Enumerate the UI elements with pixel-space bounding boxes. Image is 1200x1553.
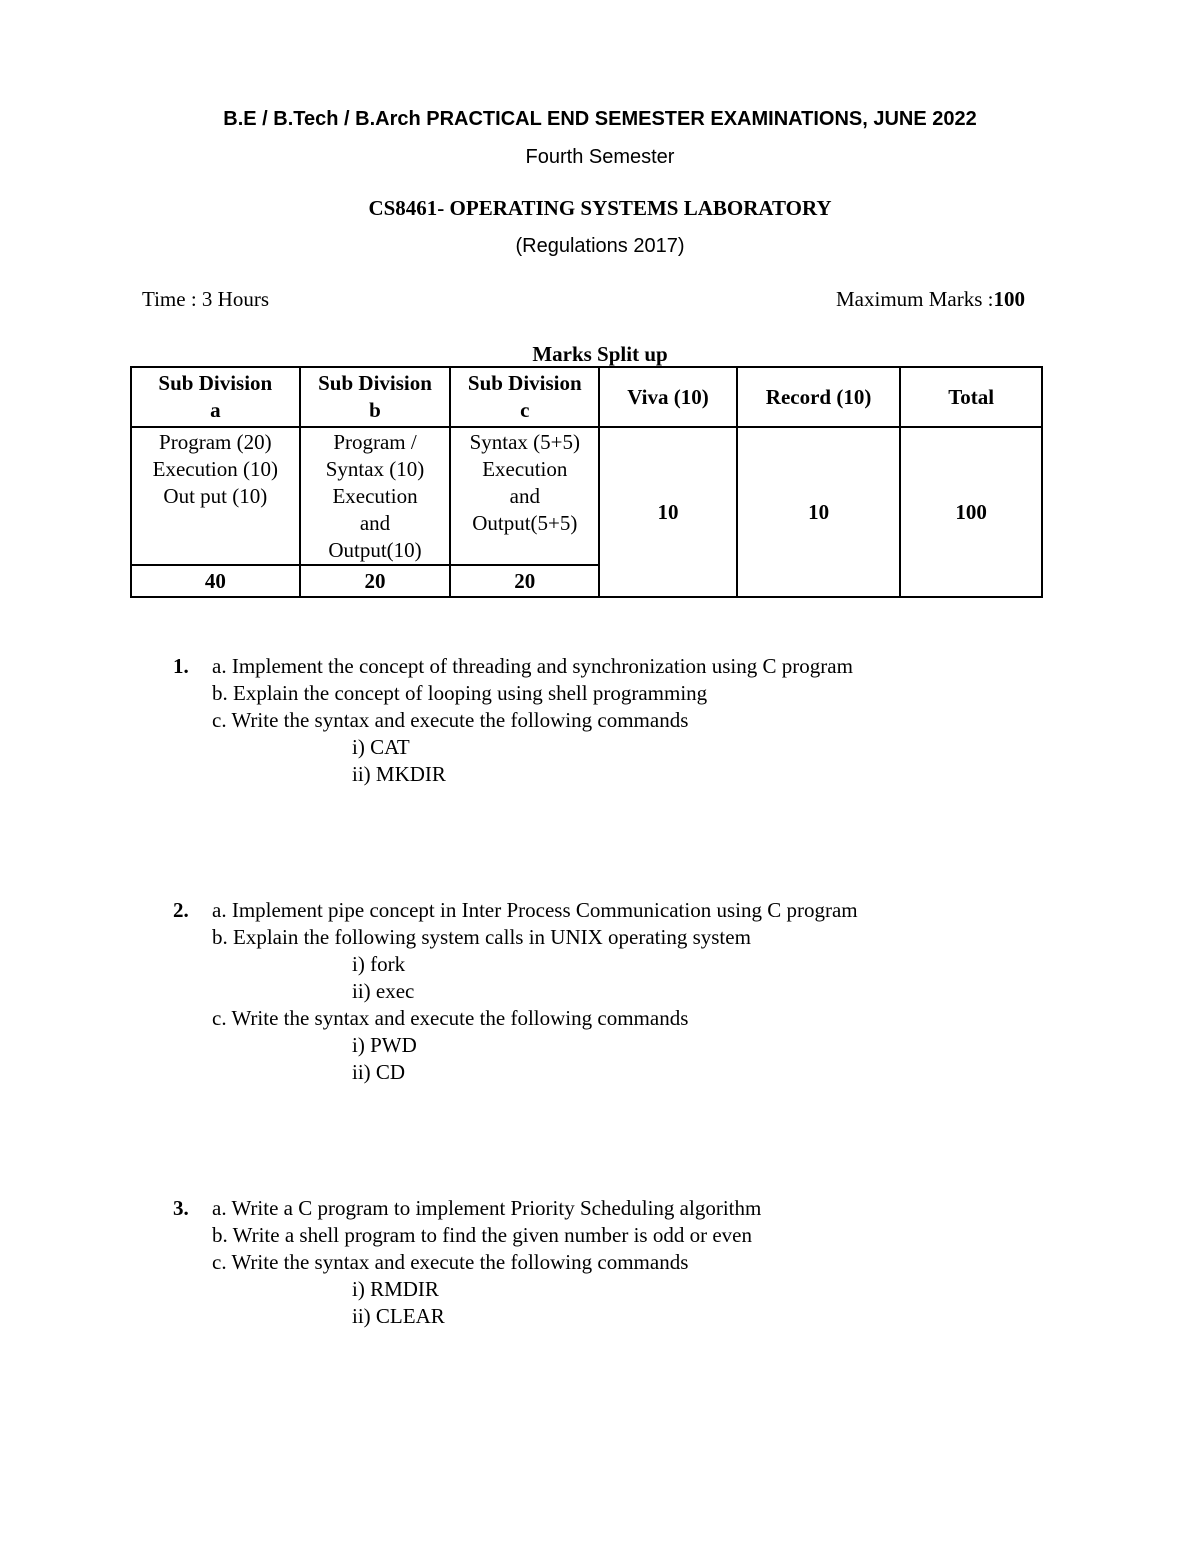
header-line: Sub Division (467, 371, 582, 395)
detail-line: Syntax (5+5) (469, 430, 580, 454)
command-item: i) RMDIR (352, 1277, 439, 1301)
question-part-a: a. Implement pipe concept in Inter Process Communication using C program (212, 898, 858, 922)
question-number: 2. (173, 898, 189, 922)
subtotal-c: 20 (450, 565, 599, 597)
header-viva: Viva (10) (599, 367, 737, 427)
maximum-marks (836, 287, 1025, 312)
maximum-marks-value: 100 (993, 287, 1025, 311)
subtotal-b: 20 (300, 565, 451, 597)
semester: Fourth Semester (525, 146, 675, 168)
header-line: Sub Division (158, 371, 273, 395)
marks-split-table (130, 366, 1043, 598)
command-item: ii) MKDIR (352, 762, 446, 786)
record-marks: 10 (737, 427, 901, 597)
system-call-item: i) fork (352, 952, 406, 976)
detail-sub-division-b (300, 427, 451, 565)
question-part-c: c. Write the syntax and execute the following commands (212, 1006, 689, 1030)
header-line: Sub Division (318, 371, 432, 395)
question-part-a: a. Write a C program to implement Priority Scheduling algorithm (212, 1196, 762, 1220)
system-call-item: ii) exec (352, 979, 415, 1003)
detail-sub-division-c (450, 427, 599, 565)
command-item: i) CAT (352, 735, 410, 759)
detail-sub-division-a (131, 427, 300, 565)
question-part-b: b. Explain the concept of looping using shell programming (212, 681, 708, 705)
question-part-c: c. Write the syntax and execute the following commands (212, 1250, 689, 1274)
subtotal-a: 40 (131, 565, 300, 597)
detail-line: Output(5+5) (472, 511, 578, 535)
question-part-c: c. Write the syntax and execute the following commands (212, 708, 689, 732)
viva-marks: 10 (599, 427, 737, 597)
command-item: ii) CD (352, 1060, 406, 1084)
detail-line: Execution (10) (152, 457, 278, 481)
header-line: b (369, 398, 381, 422)
regulations: (Regulations 2017) (515, 235, 685, 257)
marks-split-heading: Marks Split up (532, 342, 668, 366)
maximum-marks-label: Maximum Marks : (836, 287, 994, 311)
time-duration: Time : 3 Hours (142, 287, 269, 311)
detail-line: Syntax (10) (325, 457, 425, 481)
detail-line: and (509, 484, 540, 508)
course-title: CS8461- OPERATING SYSTEMS LABORATORY (368, 196, 832, 220)
header-line: a (210, 398, 221, 422)
detail-line: Program / (333, 430, 417, 454)
detail-line: Output(10) (328, 538, 422, 562)
header-total: Total (900, 367, 1042, 427)
question-part-b: b. Write a shell program to find the given number is odd or even (212, 1223, 752, 1247)
total-marks: 100 (900, 427, 1042, 597)
detail-line: Program (20) (159, 430, 272, 454)
header-sub-division-a (131, 367, 300, 427)
detail-line: Execution (482, 457, 568, 481)
question-part-a: a. Implement the concept of threading and synchronization using C program (212, 654, 853, 678)
header-line: c (520, 398, 530, 422)
question-number: 1. (173, 654, 189, 678)
header-record: Record (10) (737, 367, 901, 427)
header-sub-division-c (450, 367, 599, 427)
command-item: ii) CLEAR (352, 1304, 445, 1328)
question-part-b: b. Explain the following system calls in UNIX operating system (212, 925, 751, 949)
detail-line: and (359, 511, 391, 535)
question-number: 3. (173, 1196, 189, 1220)
exam-title: B.E / B.Tech / B.Arch PRACTICAL END SEMESTER EXAMINATIONS, JUNE 2022 (223, 108, 977, 130)
command-item: i) PWD (352, 1033, 417, 1057)
detail-line: Execution (332, 484, 418, 508)
header-sub-division-b (300, 367, 451, 427)
detail-line: Out put (10) (163, 484, 268, 508)
